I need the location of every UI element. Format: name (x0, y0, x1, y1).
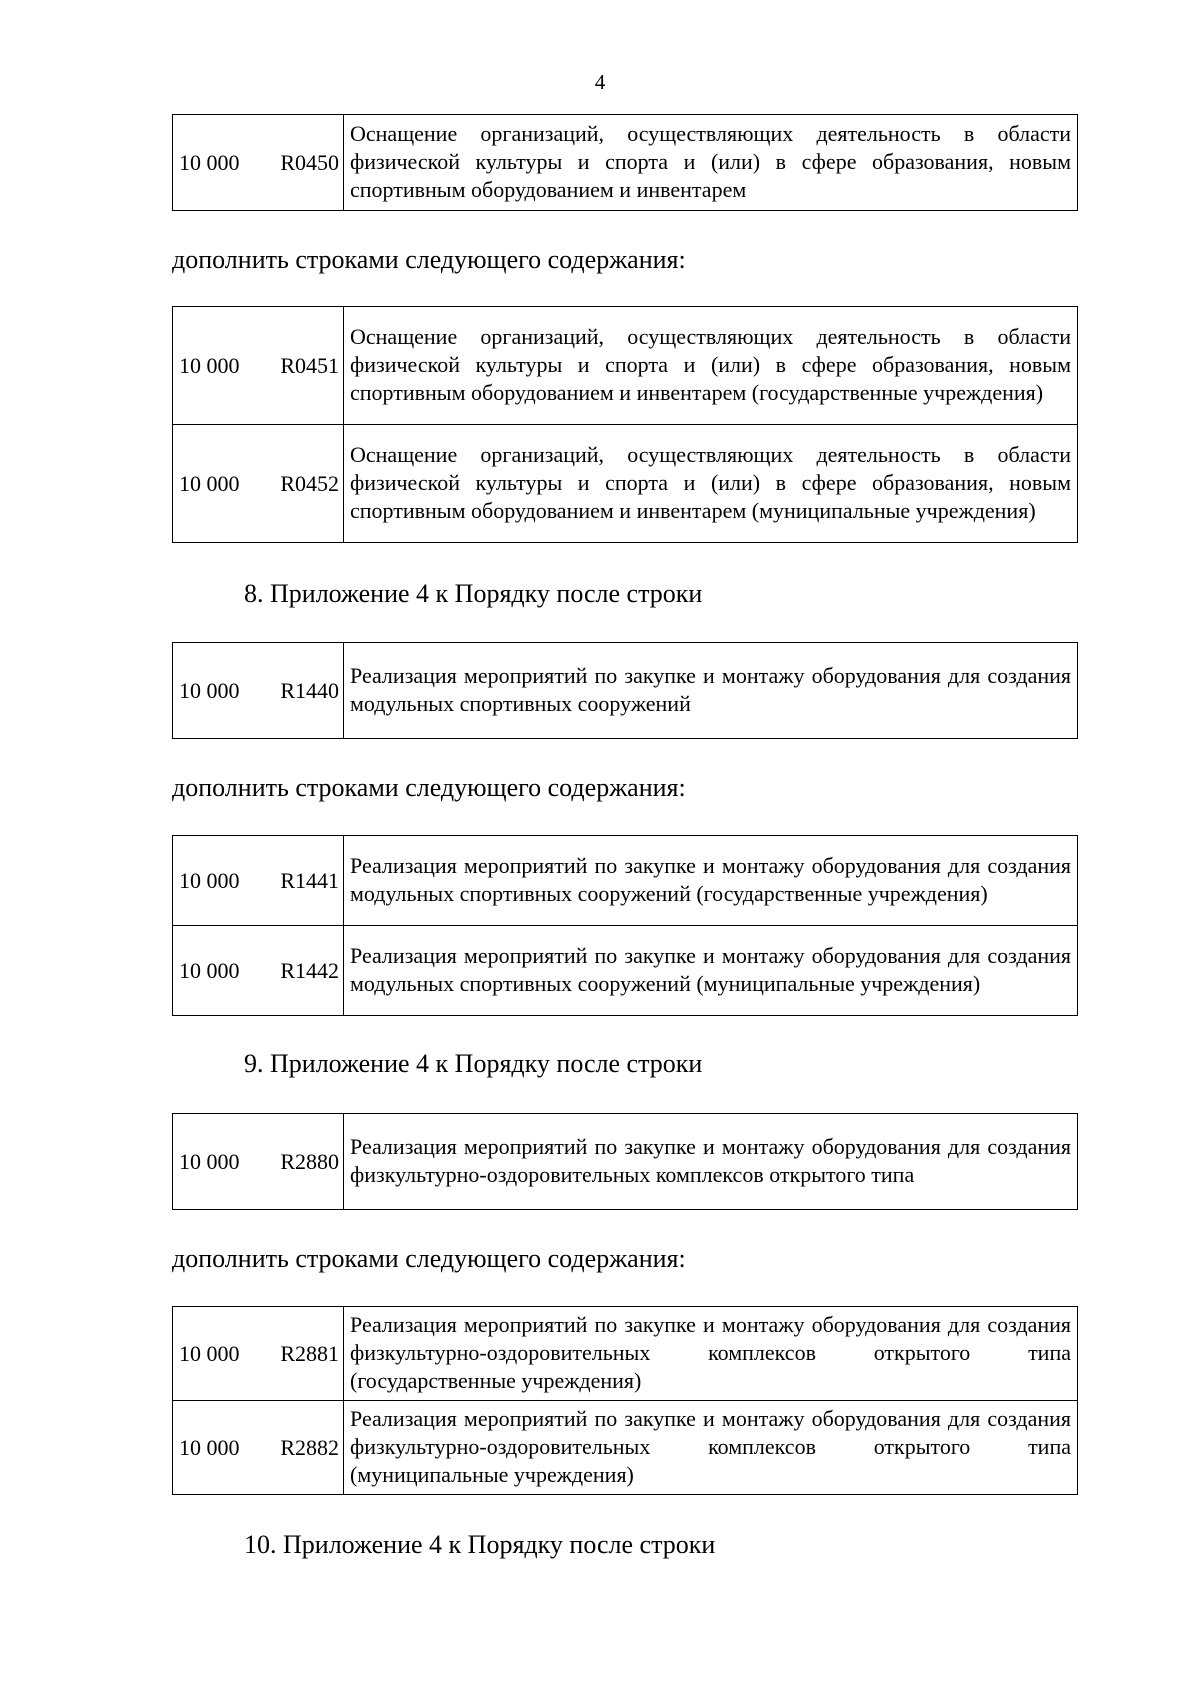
add-rows-instruction: дополнить строками следующего содержания: (172, 245, 686, 274)
code-section: 10 000 (179, 1148, 240, 1174)
table-row (173, 307, 1078, 425)
table-row (173, 926, 1078, 1016)
table-row (173, 1114, 1078, 1210)
table-row (173, 115, 1078, 211)
code-target: R1442 (280, 957, 339, 983)
code-cell (173, 115, 344, 211)
code-target: R0452 (280, 470, 339, 496)
table-row (173, 1307, 1078, 1401)
code-section: 10 000 (179, 867, 240, 893)
description-cell: Реализация мероприятий по закупке и монтажу оборудования для создания физкультурно-оздоровительных комплексов открытого типа (государственные учреждения) (344, 1307, 1078, 1401)
code-target: R2882 (280, 1434, 339, 1460)
code-cell (173, 425, 344, 543)
code-target: R1440 (280, 677, 339, 703)
code-section: 10 000 (179, 352, 240, 378)
description-cell: Реализация мероприятий по закупке и монтажу оборудования для создания модульных спортивных сооружений (государственные учреждения) (344, 836, 1078, 926)
budget-code-table (172, 1113, 1078, 1210)
code-section: 10 000 (179, 677, 240, 703)
code-target: R0451 (280, 352, 339, 378)
description-cell: Реализация мероприятий по закупке и монтажу оборудования для создания модульных спортивных сооружений (344, 643, 1078, 739)
description-cell: Реализация мероприятий по закупке и монтажу оборудования для создания модульных спортивных сооружений (муниципальные учреждения) (344, 926, 1078, 1016)
code-section: 10 000 (179, 1340, 240, 1366)
description-cell: Оснащение организаций, осуществляющих деятельность в области физической культуры и спорта и (или) в сфере образования, новым спортивным оборудованием и инвентарем (государственные учреждения) (344, 307, 1078, 425)
budget-code-table (172, 642, 1078, 739)
table-row (173, 836, 1078, 926)
page-number: 4 (594, 70, 606, 94)
code-section: 10 000 (179, 149, 240, 175)
code-section: 10 000 (179, 1434, 240, 1460)
code-cell (173, 643, 344, 739)
paragraph-10: 10. Приложение 4 к Порядку после строки (244, 1530, 716, 1559)
code-cell (173, 836, 344, 926)
paragraph-9: 9. Приложение 4 к Порядку после строки (244, 1049, 703, 1078)
added-rows-table (172, 306, 1078, 543)
description-cell: Реализация мероприятий по закупке и монтажу оборудования для создания физкультурно-оздоровительных комплексов открытого типа (муниципальные учреждения) (344, 1401, 1078, 1495)
table-row (173, 425, 1078, 543)
table-row (173, 643, 1078, 739)
code-cell (173, 1114, 344, 1210)
code-target: R2880 (280, 1148, 339, 1174)
code-section: 10 000 (179, 470, 240, 496)
paragraph-8: 8. Приложение 4 к Порядку после строки (244, 579, 703, 608)
code-target: R1441 (280, 867, 339, 893)
code-cell (173, 1401, 344, 1495)
code-target: R2881 (280, 1340, 339, 1366)
description-cell: Реализация мероприятий по закупке и монтажу оборудования для создания физкультурно-оздоровительных комплексов открытого типа (344, 1114, 1078, 1210)
code-section: 10 000 (179, 957, 240, 983)
add-rows-instruction: дополнить строками следующего содержания: (172, 1244, 686, 1273)
add-rows-instruction: дополнить строками следующего содержания: (172, 773, 686, 802)
code-target: R0450 (280, 149, 339, 175)
description-cell: Оснащение организаций, осуществляющих деятельность в области физической культуры и спорта и (или) в сфере образования, новым спортивным оборудованием и инвентарем (344, 115, 1078, 211)
added-rows-table (172, 1306, 1078, 1495)
description-cell: Оснащение организаций, осуществляющих деятельность в области физической культуры и спорта и (или) в сфере образования, новым спортивным оборудованием и инвентарем (муниципальные учреждения) (344, 425, 1078, 543)
code-cell (173, 307, 344, 425)
added-rows-table (172, 835, 1078, 1016)
code-cell (173, 926, 344, 1016)
budget-code-table (172, 114, 1078, 211)
table-row (173, 1401, 1078, 1495)
code-cell (173, 1307, 344, 1401)
